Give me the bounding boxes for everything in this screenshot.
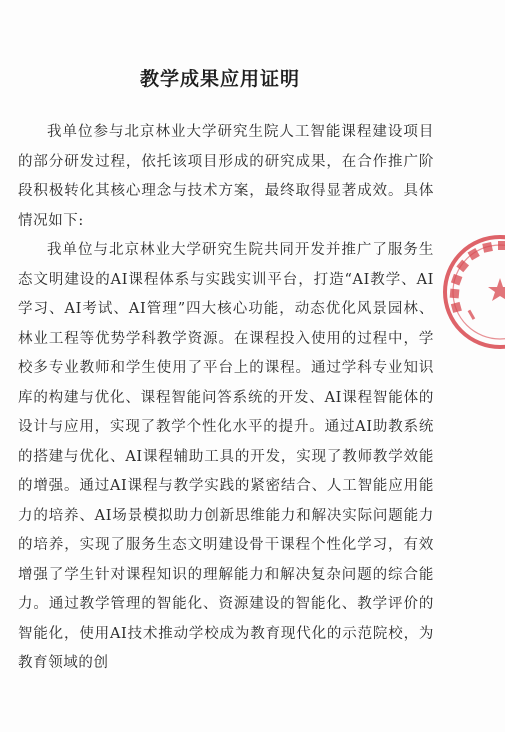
- official-seal-icon: [440, 232, 505, 352]
- paragraph-details: 我单位与北京林业大学研究生院共同开发并推广了服务生态文明建设的AI课程体系与实践实训平台，打造“AI教学、AI学习、AI考试、AI管理”四大核心功能，动态优化风景园林、林业工程等优势学科教学资源。在课程投入使用的过程中，学校多专业教师和学生使用了平台上的课程。通过学科专业知识库的构建与优化、课程智能问答系统的开发、AI课程智能体的设计与应用，实现了教学个性化水平的提升。通过AI助教系统的搭建与优化、AI课程辅助工具的开发，实现了教师教学效能的增强。通过AI课程与教学实践的紧密结合、人工智能应用能力的培养、AI场景模拟助力创新思维能力和解决实际问题能力的培养，实现了服务生态文明建设骨干课程个性化学习，有效增强了学生针对课程知识的理解能力和解决复杂问题的综合能力。通过教学管理的智能化、资源建设的智能化、教学评价的智能化，使用AI技术推动学校成为教育现代化的示范院校，为教育领域的创: [18, 242, 434, 671]
- paragraph-intro: 我单位参与北京林业大学研究生院人工智能课程建设项目的部分研发过程，依托该项目形成的研究成果，在合作推广阶段积极转化其核心理念与技术方案，最终取得显著成效。具体情况如下:: [18, 124, 434, 229]
- document-title: 教学成果应用证明: [139, 68, 300, 90]
- document-body: [18, 118, 434, 679]
